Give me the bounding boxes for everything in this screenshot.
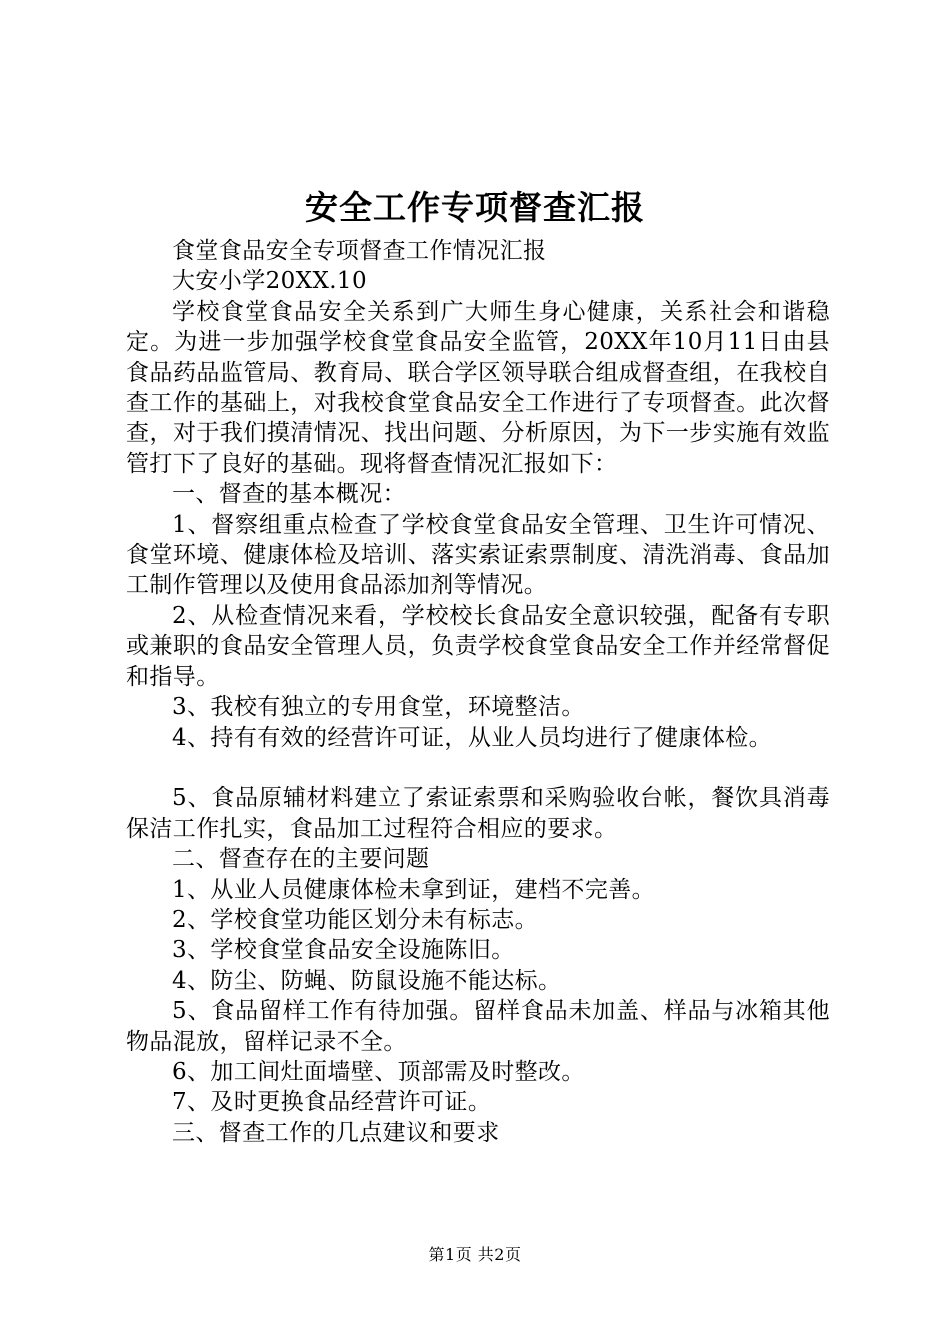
problem-item: 3、学校食堂食品安全设施陈旧。: [172, 937, 515, 964]
intro-paragraph: 学校食堂食品安全关系到广大师生身心健康，关系社会和谐稳定。为进一步加强学校食堂食品安全监管，20XX年10月11日由县食品药品监管局、教育局、联合学区领导联合组成督查组，在我校自查工作的基础上，对我校食堂食品安全工作进行了专项督查。此次督查，对于我们摸清情况、找出问题、分析原因，为下一步实施有效监管打下了良好的基础。现将督查情况汇报如下：: [126, 298, 830, 477]
overview-item: 5、食品原辅材料建立了索证索票和采购验收台帐，餐饮具消毒保洁工作扎实，食品加工过程符合相应的要求。: [126, 785, 830, 842]
problem-item: 4、防尘、防蝇、防鼠设施不能达标。: [172, 967, 562, 994]
report-subtitle: 食堂食品安全专项督查工作情况汇报: [172, 238, 547, 264]
problem-item: 7、及时更换食品经营许可证。: [172, 1089, 492, 1116]
problem-item: 5、食品留样工作有待加强。留样食品未加盖、样品与冰箱其他物品混放，留样记录不全。: [126, 998, 830, 1055]
problem-item: 2、学校食堂功能区划分未有标志。: [172, 906, 539, 933]
section-heading-problems: 二、督查存在的主要问题: [172, 846, 430, 873]
document-body: [126, 236, 830, 1148]
overview-item: 1、督察组重点检查了学校食堂食品安全管理、卫生许可情况、食堂环境、健康体检及培训、落实索证索票制度、清洗消毒、食品加工制作管理以及使用食品添加剂等情况。: [126, 511, 830, 599]
page-number-footer: 第1页 共2页: [428, 1245, 522, 1264]
overview-item: 4、持有有效的经营许可证，从业人员均进行了健康体检。: [172, 724, 773, 751]
section-heading-suggestions: 三、督查工作的几点建议和要求: [172, 1119, 500, 1146]
section-heading-overview: 一、督查的基本概况：: [172, 481, 406, 508]
overview-item: 3、我校有独立的专用食堂，环境整洁。: [172, 694, 585, 721]
document-title: 安全工作专项督查汇报: [305, 188, 645, 227]
problem-item: 6、加工间灶面墙壁、顶部需及时整改。: [172, 1058, 585, 1085]
overview-item: 2、从检查情况来看，学校校长食品安全意识较强，配备有专职或兼职的食品安全管理人员，负责学校食堂食品安全工作并经常督促和指导。: [126, 602, 830, 690]
blank-line: [126, 753, 830, 783]
problem-item: 1、从业人员健康体检未拿到证，建档不完善。: [172, 876, 656, 903]
report-author-date: 大安小学20XX.10: [172, 268, 367, 295]
